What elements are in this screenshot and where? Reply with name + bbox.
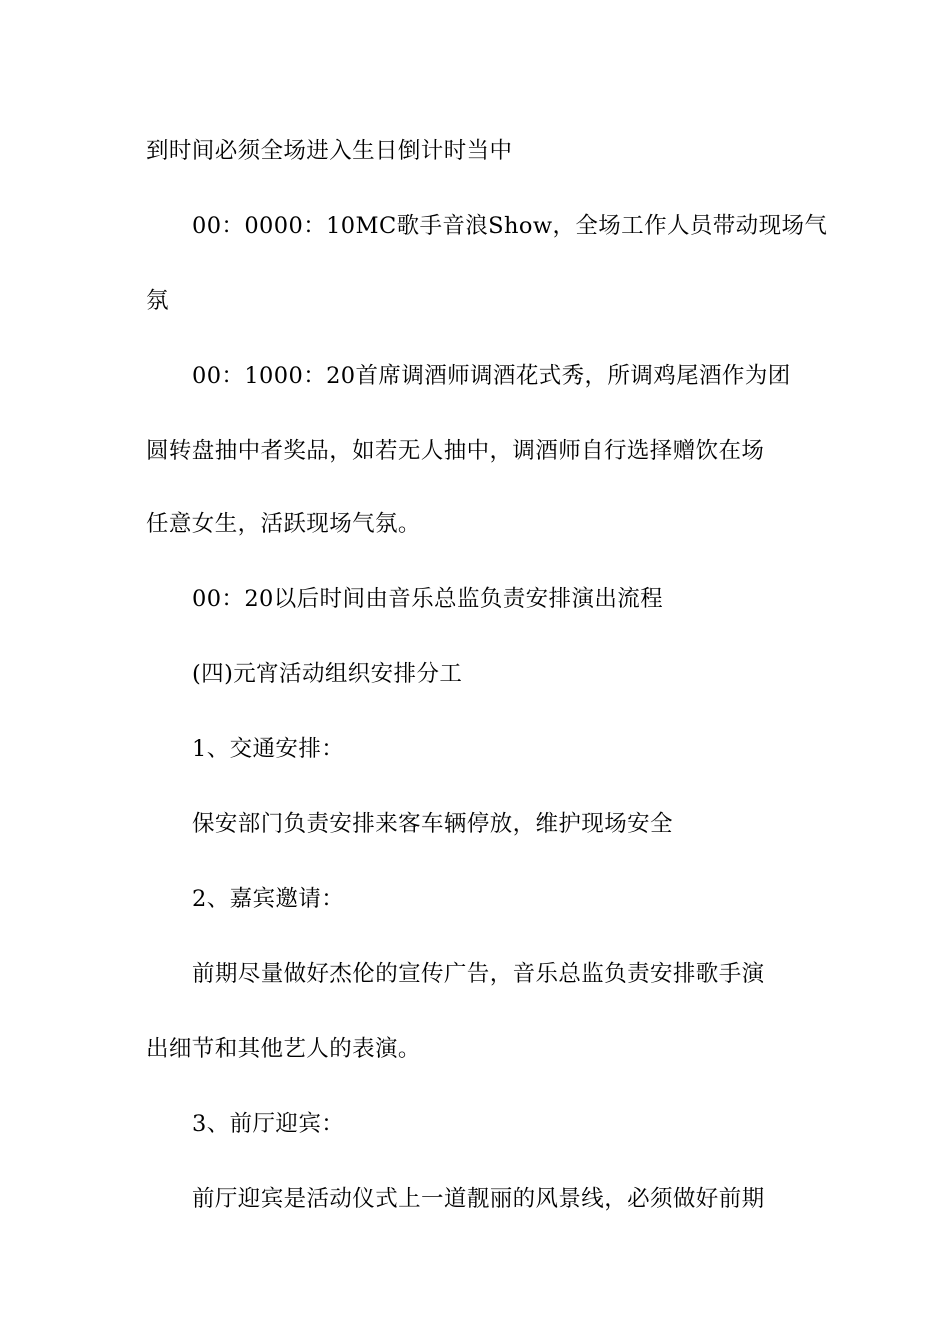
text-line: 出细节和其他艺人的表演。: [146, 1036, 421, 1062]
text-line: 前期尽量做好杰伦的宣传广告，音乐总监负责安排歌手演: [192, 961, 765, 987]
subsection-heading: 3、前厅迎宾：: [192, 1111, 345, 1137]
text-line: 00：20以后时间由音乐总监负责安排演出流程: [192, 586, 664, 612]
text-line: 圆转盘抽中者奖品，如若无人抽中，调酒师自行选择赠饮在场: [146, 438, 765, 464]
text-line: 00：0000：10MC歌手音浪Show，全场工作人员带动现场气: [192, 213, 828, 239]
text-line: 保安部门负责安排来客车辆停放，维护现场安全: [192, 811, 673, 837]
text-line: 任意女生，活跃现场气氛。: [146, 511, 421, 537]
text-line: 00：1000：20首席调酒师调酒花式秀，所调鸡尾酒作为团: [192, 363, 791, 389]
subsection-heading: 2、嘉宾邀请：: [192, 886, 345, 912]
text-line: 前厅迎宾是活动仪式上一道靓丽的风景线，必须做好前期: [192, 1186, 765, 1212]
text-line: 氛: [146, 288, 169, 314]
subsection-heading: 1、交通安排：: [192, 736, 345, 762]
section-heading: (四)元宵活动组织安排分工: [192, 661, 463, 687]
text-line: 到时间必须全场进入生日倒计时当中: [146, 138, 513, 164]
